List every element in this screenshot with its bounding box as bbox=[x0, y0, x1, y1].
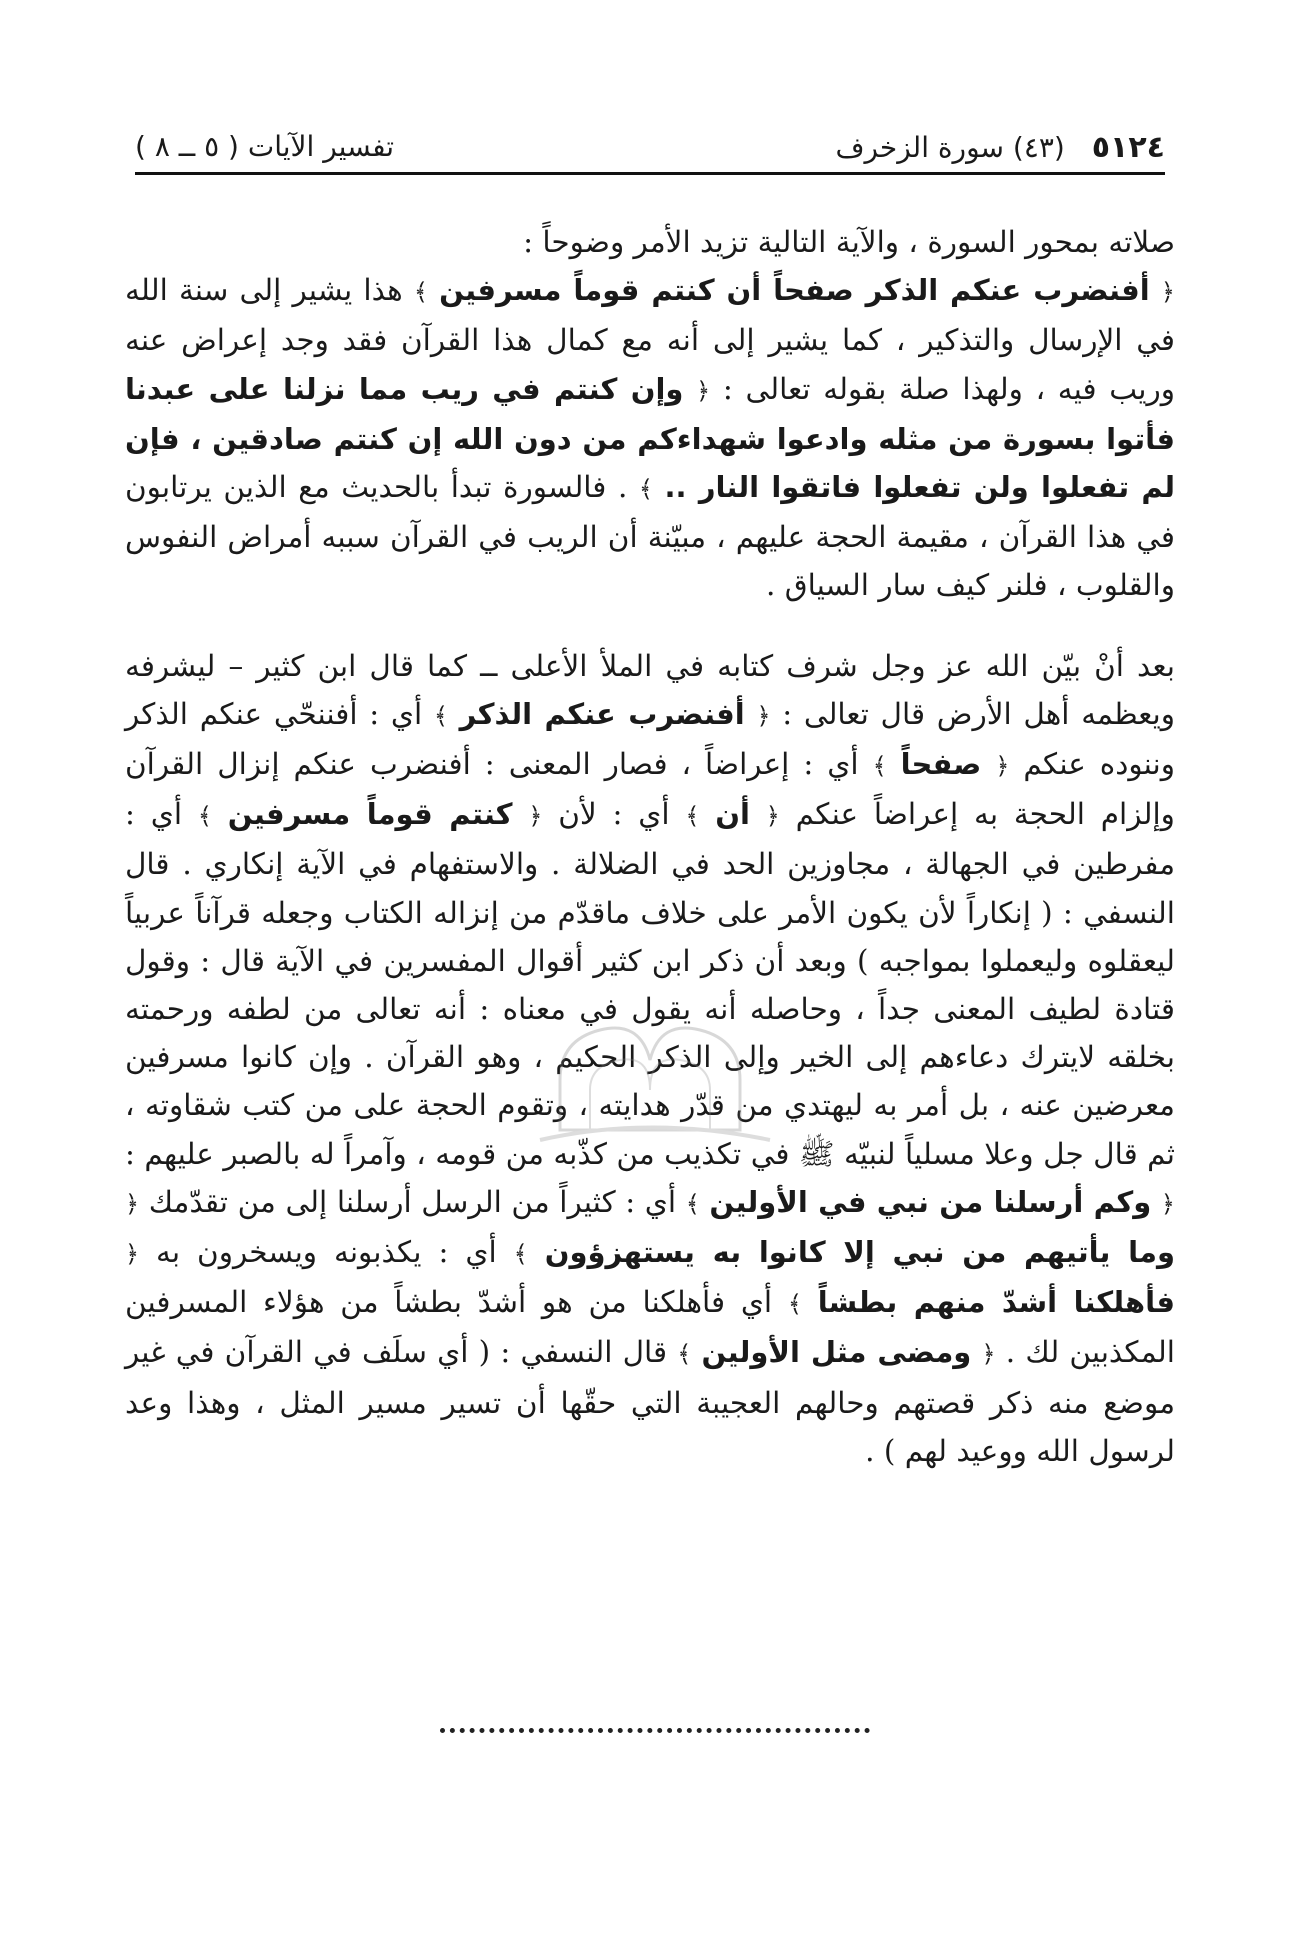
quran-bracket-open: ﴿ bbox=[125, 1240, 140, 1269]
text-run: أي : كثيراً من الرسل أرسلنا إلى من تقدّمك bbox=[148, 1184, 677, 1219]
quran-bracket-open: ﴿ bbox=[981, 1340, 996, 1369]
quran-bracket-close: ﴾ bbox=[433, 701, 448, 730]
quran-verse: وإن كنتم في ريب مما نزلنا على عبدنا فأتوا بسورة من مثله وادعوا شهداءكم من دون الله إن كنتم صادقين ، فإن لم تفعلوا ولن تفعلوا فاتقوا النار .. bbox=[125, 371, 1175, 505]
text-run: . فالسورة تبدأ بالحديث مع الذين يرتابون في هذا القرآن ، مقيمة الحجة عليهم ، مبيّنة أن الريب في القرآن سببه أمراض النفوس والقلوب ، فلنر كيف سار السياق . bbox=[125, 470, 1175, 603]
quran-verse: صفحاً bbox=[900, 747, 982, 782]
quran-bracket-close: ﴾ bbox=[787, 1290, 802, 1319]
quran-bracket-close: ﴾ bbox=[685, 1189, 700, 1218]
quran-bracket-close: ﴾ bbox=[638, 475, 653, 504]
quran-bracket-open: ﴿ bbox=[756, 701, 771, 730]
header-right bbox=[835, 130, 1165, 165]
quran-verse: كنتم قوماً مسرفين bbox=[227, 797, 513, 832]
quran-bracket-open: ﴿ bbox=[765, 802, 780, 831]
quran-verse: أفنضرب عنكم الذكر صفحاً أن كنتم قوماً مسرفين bbox=[439, 273, 1150, 308]
quran-bracket-close: ﴾ bbox=[685, 802, 700, 831]
paragraph-1 bbox=[125, 218, 1175, 266]
quran-bracket-close: ﴾ bbox=[872, 752, 887, 781]
quran-bracket-close: ﴾ bbox=[513, 1240, 528, 1269]
quran-bracket-open: ﴿ bbox=[1160, 1189, 1175, 1218]
text-run: قال النسفي : ( أي سلَف في القرآن في غير موضع منه ذكر قصتهم وحالهم العجيبة التي حقّها أن تسير مسير المثل ، وهذا وعد لرسول الله ووعيد لهم ) . bbox=[125, 1335, 1175, 1468]
quran-bracket-close: ﴾ bbox=[197, 802, 212, 831]
text-run: أي فأهلكنا من هو أشدّ بطشاً من هؤلاء المسرفين المكذبين لك . bbox=[125, 1285, 1175, 1370]
quran-bracket-open: ﴿ bbox=[1160, 278, 1175, 307]
page-header bbox=[135, 128, 1165, 180]
quran-bracket-open: ﴿ bbox=[995, 752, 1010, 781]
text-run: هذا يشير إلى سنة الله في الإرسال والتذكير ، كما يشير إلى أنه مع كمال هذا القرآن فقد وجد إعراض عنه وريب فيه ، ولهذا صلة بقوله تعالى : bbox=[125, 273, 1175, 406]
paragraph-2 bbox=[125, 266, 1175, 609]
quran-bracket-open: ﴿ bbox=[125, 1189, 140, 1218]
text-run: بعد أنْ بيّن الله عز وجل شرف كتابه في الملأ الأعلى ــ كما قال ابن كثير – ليشرفه ويعظمه أهل الأرض قال تعالى : bbox=[125, 648, 1175, 731]
surah-title: (٤٣) سورة الزخرف bbox=[835, 131, 1065, 164]
quran-verse: أن bbox=[715, 797, 750, 832]
quran-verse: فأهلكنا أشدّ منهم بطشاً bbox=[817, 1285, 1175, 1320]
page-body bbox=[125, 218, 1175, 1475]
text-run: صلاته بمحور السورة ، والآية التالية تزيد الأمر وضوحاً : bbox=[523, 225, 1175, 259]
text-run: أي : مفرطين في الجهالة ، مجاوزين الحد في الضلالة . والاستفهام في الآية إنكاري . قال النسفي : ( إنكاراً لأن يكون الأمر على خلاف ماقدّم من إنزاله الكتاب وجعله قرآناً عربياً ليعقلوه وليعملوا بمواجبه ) وبعد أن ذكر ابن كثير أقوال المفسرين في الآية قال : وقول قتادة لطيف المعنى جداً ، وحاصله أنه يقول في معناه : أنه تعالى من لطفه ورحمته بخلقه لايترك دعاءهم إلى الخير وإلى الذكر الحكيم ، وهو القرآن . وإن كانوا مسرفين معرضين عنه ، بل أمر به ليهتدي من قدّر هدايته ، وتقوم الحجة على من كتب شقاوته ، ثم قال جل وعلا مسلياً لنبيّه ﷺ في تكذيب من كذّبه من قومه ، وآمراً له بالصبر عليهم : bbox=[125, 797, 1175, 1171]
text-run: أي : يكذبونه ويسخرون به bbox=[156, 1235, 497, 1270]
header-rule bbox=[135, 172, 1165, 175]
quran-bracket-close: ﴾ bbox=[413, 278, 428, 307]
library-watermark-icon bbox=[520, 1020, 780, 1150]
end-divider bbox=[440, 1728, 870, 1733]
quran-verse: ومضى مثل الأولين bbox=[701, 1335, 972, 1370]
text-run: أي : إعراضاً ، فصار المعنى : أفنضرب عنكم إنزال القرآن وإلزام الحجة به إعراضاً عنكم bbox=[125, 747, 1175, 832]
quran-bracket-open: ﴿ bbox=[696, 376, 711, 405]
text-run: أي : لأن bbox=[558, 797, 670, 832]
quran-bracket-open: ﴿ bbox=[528, 802, 543, 831]
text-run: أي : أفننحّي عنكم الذكر وننوده عنكم bbox=[125, 696, 1175, 782]
quran-bracket-close: ﴾ bbox=[677, 1340, 692, 1369]
page-number: ٥١٢٤ bbox=[1091, 130, 1165, 165]
section-title: تفسير الآيات ( ٥ ــ ٨ ) bbox=[135, 130, 395, 163]
quran-verse: وما يأتيهم من نبي إلا كانوا به يستهزؤون bbox=[544, 1235, 1175, 1270]
quran-verse: وكم أرسلنا من نبي في الأولين bbox=[709, 1184, 1152, 1219]
quran-verse: أفنضرب عنكم الذكر bbox=[459, 696, 745, 731]
